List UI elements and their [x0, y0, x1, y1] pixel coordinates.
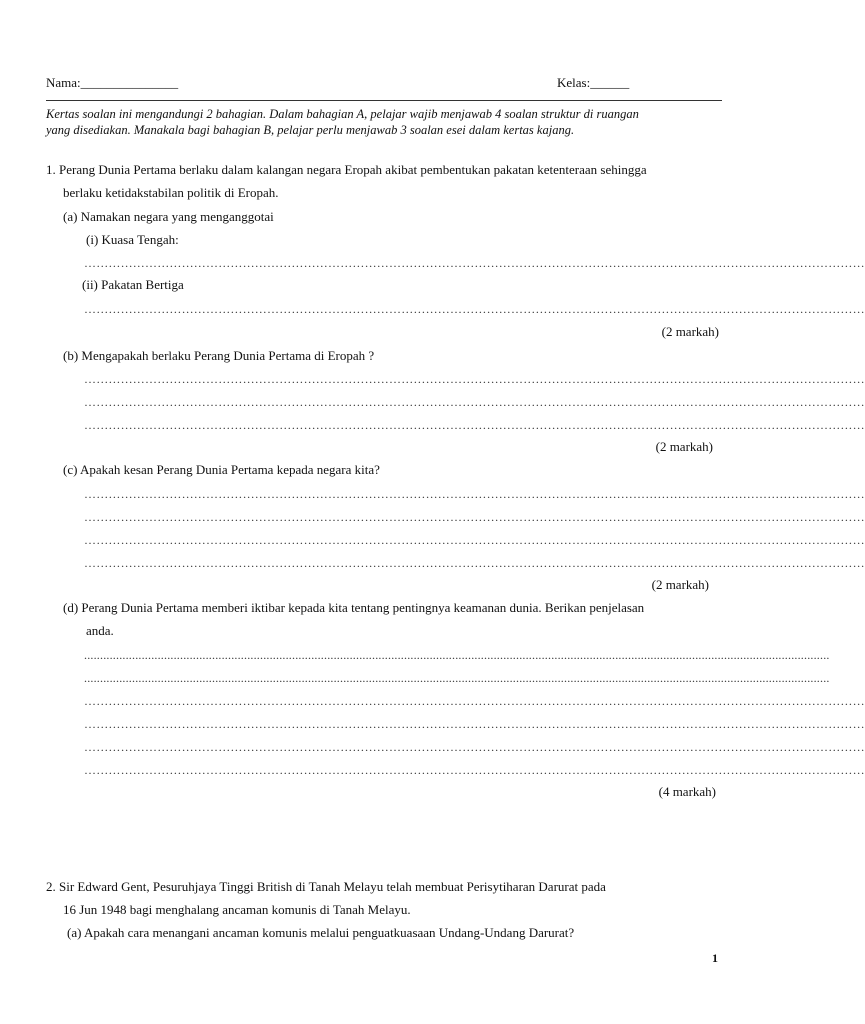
- q2a-stem: (a) Apakah cara menangani ancaman komunis melalui penguatkuasaan Undang-Undang Darurat?: [67, 925, 575, 940]
- header-divider: [46, 100, 722, 101]
- answer-line: …………………………………………………………………………………………………………………………………………………………………………: [84, 763, 865, 777]
- instructions: [46, 106, 726, 138]
- q1a-stem: (a) Namakan negara yang menganggotai: [63, 209, 274, 224]
- answer-line: …………………………………………………………………………………………………………………………………………………………………………: [84, 487, 865, 501]
- answer-line: …………………………………………………………………………………………………………………………………………………………………………: [84, 717, 865, 731]
- q1-stem-line-1: 1. Perang Dunia Pertama berlaku dalam kalangan negara Eropah akibat pembentukan pakatan ketenteraan sehingga: [46, 162, 647, 177]
- answer-line: …………………………………………………………………………………………………………………………………………………………………………: [84, 740, 865, 754]
- q1d-stem-line-1: (d) Perang Dunia Pertama memberi iktibar kepada kita tentang pentingnya keamanan dunia. Berikan penjelasan: [63, 600, 645, 615]
- q1c-marks: (2 markah): [651, 577, 709, 592]
- q1-stem-line-2: berlaku ketidakstabilan politik di Eropah.: [63, 185, 279, 200]
- instructions-line-1: Kertas soalan ini mengandungi 2 bahagian. Dalam bahagian A, pelajar wajib menjawab 4 soalan struktur di ruangan: [46, 107, 639, 121]
- answer-line: …………………………………………………………………………………………………………………………………………………………………………: [84, 694, 865, 708]
- q1c-stem: (c) Apakah kesan Perang Dunia Pertama kepada negara kita?: [63, 462, 380, 477]
- q1d-marks: (4 markah): [658, 784, 716, 799]
- answer-line: …………………………………………………………………………………………………………………………………………………………………………: [84, 256, 865, 270]
- q1a-i-label: (i) Kuasa Tengah:: [86, 232, 179, 247]
- q1b-marks: (2 markah): [655, 439, 713, 454]
- answer-line: …………………………………………………………………………………………………………………………………………………………………………: [84, 372, 865, 386]
- class-field-label: Kelas:______: [557, 75, 630, 90]
- answer-line: …………………………………………………………………………………………………………………………………………………………………………: [84, 533, 865, 547]
- name-field-label: Nama:_______________: [46, 75, 179, 90]
- answer-line: …………………………………………………………………………………………………………………………………………………………………………: [84, 395, 865, 409]
- answer-line: …………………………………………………………………………………………………………………………………………………………………………: [84, 510, 865, 524]
- answer-line: .........................................................................................................................................................................................................................................: [84, 671, 830, 685]
- answer-line: …………………………………………………………………………………………………………………………………………………………………………: [84, 556, 865, 570]
- q1d-stem-line-2: anda.: [86, 623, 114, 638]
- q1b-stem: (b) Mengapakah berlaku Perang Dunia Pertama di Eropah ?: [63, 348, 375, 363]
- answer-line: …………………………………………………………………………………………………………………………………………………………………………: [84, 418, 865, 432]
- instructions-line-2: yang disediakan. Manakala bagi bahagian B, pelajar perlu menjawab 3 soalan esei dalam kertas kajang.: [46, 123, 575, 137]
- answer-line: .........................................................................................................................................................................................................................................: [84, 648, 830, 662]
- q1a-ii-label: (ii) Pakatan Bertiga: [82, 277, 184, 292]
- q2-stem-line-2: 16 Jun 1948 bagi menghalang ancaman komunis di Tanah Melayu.: [63, 902, 411, 917]
- q1a-marks: (2 markah): [661, 324, 719, 339]
- q2-stem-line-1: 2. Sir Edward Gent, Pesuruhjaya Tinggi British di Tanah Melayu telah membuat Perisytiharan Darurat pada: [46, 879, 606, 894]
- page-number: 1: [712, 951, 718, 965]
- answer-line: …………………………………………………………………………………………………………………………………………………………………………: [84, 302, 865, 316]
